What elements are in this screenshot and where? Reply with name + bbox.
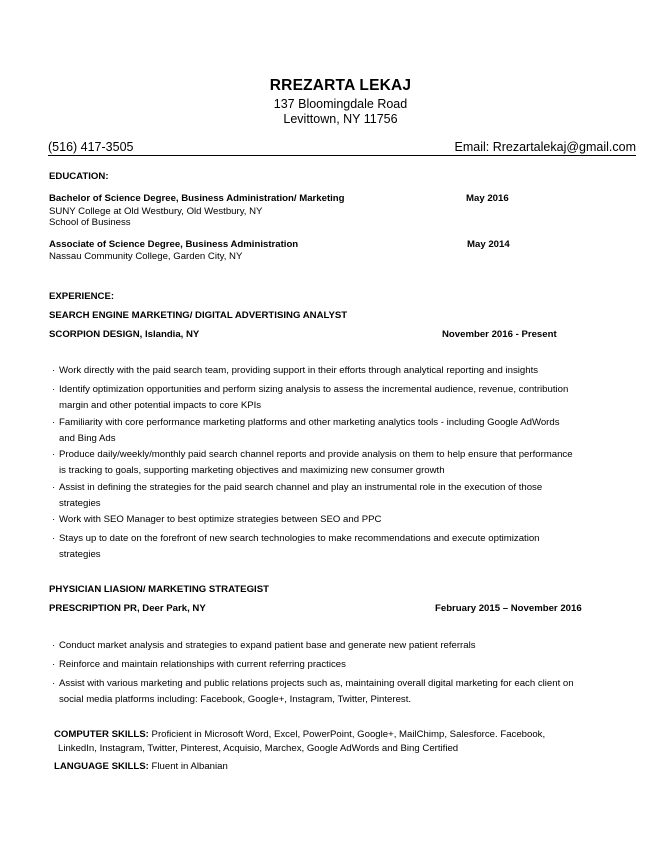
computer-skills-line-1: Proficient in Microsoft Word, Excel, PowerPoint, Google+, MailChimp, Salesforce. Facebook, [148,729,546,740]
bullet-text-continued: and Bing Ads [59,432,116,444]
bullet-dot: · [52,678,56,689]
job-bullet [52,657,592,673]
education-extra: School of Business [49,217,131,228]
bullet-text: Work directly with the paid search team, providing support in their efforts through analytical reporting and insights [59,365,539,376]
job-title: SEARCH ENGINE MARKETING/ DIGITAL ADVERTISING ANALYST [49,310,348,321]
address-line-2: Levittown, NY 11756 [283,112,398,126]
bullet-text-continued: social media platforms including: Facebook, Google+, Instagram, Twitter, Pinterest. [59,693,412,705]
education-school: SUNY College at Old Westbury, Old Westbury, NY [49,206,263,217]
bullet-text: Stays up to date on the forefront of new search technologies to make recommendations and execute optimization [59,533,540,544]
job-bullet [52,531,592,562]
experience-heading: EXPERIENCE: [49,291,115,302]
contact-line [48,140,636,156]
computer-skills-label: COMPUTER SKILLS: [54,729,149,740]
bullet-text-continued: margin and other potential impacts to core KPIs [59,399,262,411]
job-dates: November 2016 - Present [442,329,557,340]
job-company: PRESCRIPTION PR, Deer Park, NY [49,603,206,614]
bullet-dot: · [52,384,56,395]
bullet-text: Assist in defining the strategies for the paid search channel and play an instrumental role in the execution of those [59,482,543,493]
language-skills [54,760,564,774]
bullet-dot: · [52,482,56,493]
bullet-text: Familiarity with core performance marketing platforms and other marketing analytics tools - including Google AdWords [59,417,560,428]
bullet-dot: · [52,449,56,460]
job-bullet [52,480,592,511]
bullet-dot: · [52,640,56,651]
job-bullet [52,676,612,707]
bullet-dot: · [52,659,56,670]
job-title: PHYSICIAN LIASION/ MARKETING STRATEGIST [49,584,269,595]
education-degree: Bachelor of Science Degree, Business Administration/ Marketing [49,193,345,204]
computer-skills-line-2: LinkedIn, Instagram, Twitter, Pinterest, Acquisio, Marchex, Google AdWords and Bing Certified [58,743,459,754]
bullet-text-continued: strategies [59,548,101,560]
bullet-text: Identify optimization opportunities and perform sizing analysis to assess the incremental audience, revenue, contribution [59,384,569,395]
phone-number: (516) 417-3505 [48,140,134,154]
bullet-dot: · [52,533,56,544]
job-company: SCORPION DESIGN, Islandia, NY [49,329,200,340]
job-bullet [52,447,592,478]
bullet-text: Conduct market analysis and strategies to expand patient base and generate new patient referrals [59,640,476,651]
job-dates: February 2015 – November 2016 [435,603,582,614]
education-school: Nassau Community College, Garden City, NY [49,251,243,262]
job-bullet [52,638,592,654]
bullet-dot: · [52,365,56,376]
computer-skills [54,728,564,756]
education-heading: EDUCATION: [49,171,109,182]
job-bullet [52,415,592,446]
bullet-dot: · [52,514,56,525]
bullet-text: Reinforce and maintain relationships with current referring practices [59,659,346,670]
bullet-text: Assist with various marketing and public relations projects such as, maintaining overall digital marketing for each client on [59,678,574,689]
bullet-text-continued: is tracking to goals, supporting marketing objectives and maximizing new consumer growth [59,464,445,476]
candidate-name: RREZARTA LEKAJ [269,77,412,94]
bullet-text: Work with SEO Manager to best optimize strategies between SEO and PPC [59,514,382,525]
education-date: May 2016 [466,193,509,204]
education-degree: Associate of Science Degree, Business Administration [49,239,299,250]
language-skills-value: Fluent in Albanian [148,761,228,772]
bullet-text: Produce daily/weekly/monthly paid search channel reports and provide analysis on them to help ensure that performance [59,449,573,460]
bullet-text-continued: strategies [59,497,101,509]
language-skills-label: LANGUAGE SKILLS: [54,761,149,772]
education-date: May 2014 [467,239,510,250]
job-bullet [52,363,592,379]
bullet-dot: · [52,417,56,428]
job-bullet [52,512,592,528]
address-line-1: 137 Bloomingdale Road [273,97,408,111]
job-bullet [52,382,592,413]
email-address: Email: Rrezartalekaj@gmail.com [454,140,636,154]
